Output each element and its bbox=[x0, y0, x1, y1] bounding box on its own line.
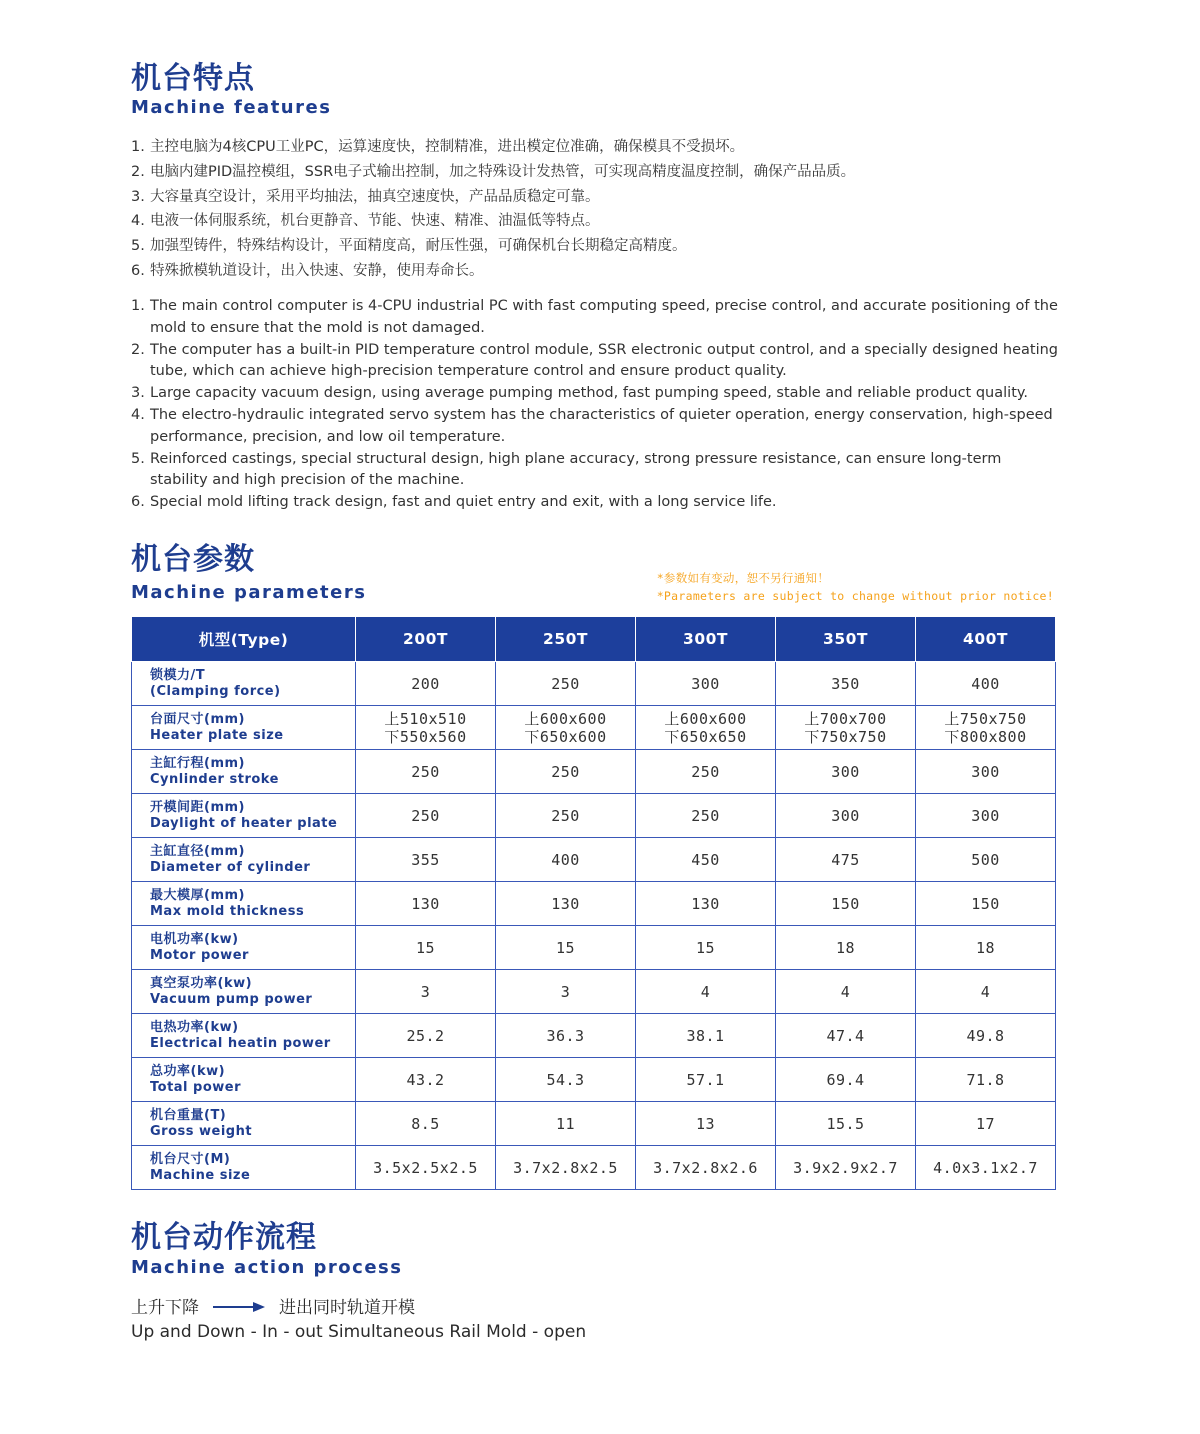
row-label bbox=[132, 1058, 356, 1102]
row-label-cn: 机台尺寸(M) bbox=[150, 1151, 231, 1167]
row-label bbox=[132, 970, 356, 1014]
row-label-cn: 台面尺寸(mm) bbox=[150, 711, 245, 727]
list-item-number: 2. bbox=[131, 341, 145, 358]
model-column-header: 200T bbox=[356, 617, 496, 662]
change-notice bbox=[657, 569, 1054, 605]
table-cell: 250 bbox=[636, 794, 776, 838]
row-label-en: Heater plate size bbox=[150, 727, 284, 743]
table-cell: 3.5x2.5x2.5 bbox=[356, 1146, 496, 1190]
table-cell: 450 bbox=[636, 838, 776, 882]
row-label-en: Total power bbox=[150, 1079, 242, 1095]
table-cell-line: 下650x600 bbox=[524, 727, 607, 746]
row-label-en: Electrical heatin power bbox=[150, 1035, 331, 1051]
parameters-table bbox=[131, 616, 1056, 1190]
table-cell: 25.2 bbox=[356, 1014, 496, 1058]
table-cell: 43.2 bbox=[356, 1058, 496, 1102]
list-item-text: 电脑内建PID温控模组，SSR电子式输出控制，加之特殊设计发热管，可实现高精度温度控制，确保产品品质。 bbox=[150, 163, 856, 180]
table-cell: 4.0x3.1x2.7 bbox=[916, 1146, 1056, 1190]
features-title-en: Machine features bbox=[131, 97, 332, 118]
table-cell: 200 bbox=[356, 662, 496, 706]
row-label-cn: 电热功率(kw) bbox=[150, 1019, 239, 1035]
row-label bbox=[132, 794, 356, 838]
row-label-en: Motor power bbox=[150, 947, 249, 963]
model-column-header: 250T bbox=[496, 617, 636, 662]
row-label-cn: 总功率(kw) bbox=[150, 1063, 226, 1079]
row-label bbox=[132, 1102, 356, 1146]
table-cell: 17 bbox=[916, 1102, 1056, 1146]
features-list-cn bbox=[131, 135, 855, 284]
table-cell-line: 下550x560 bbox=[384, 727, 467, 746]
table-cell: 18 bbox=[776, 926, 916, 970]
row-label-cn: 主缸行程(mm) bbox=[150, 755, 245, 771]
list-item-number: 2. bbox=[131, 163, 145, 180]
row-label-en: Diameter of cylinder bbox=[150, 859, 311, 875]
table-cell: 54.3 bbox=[496, 1058, 636, 1102]
table-cell: 13 bbox=[636, 1102, 776, 1146]
list-item-text: The main control computer is 4-CPU industrial PC with fast computing speed, precise control, and accurate positioning of the mold to ensure that the mold is not damaged. bbox=[150, 298, 1058, 336]
model-column-header: 350T bbox=[776, 617, 916, 662]
row-label-cn: 真空泵功率(kw) bbox=[150, 975, 253, 991]
table-cell: 3 bbox=[356, 970, 496, 1014]
table-cell-line: 下750x750 bbox=[804, 727, 887, 746]
table-cell: 130 bbox=[636, 882, 776, 926]
list-item bbox=[131, 185, 855, 210]
table-cell bbox=[496, 706, 636, 750]
table-cell-line: 上700x700 bbox=[804, 709, 887, 728]
notice-cn: *参数如有变动，恕不另行通知！ bbox=[656, 571, 830, 585]
row-label bbox=[132, 926, 356, 970]
table-cell: 475 bbox=[776, 838, 916, 882]
list-item-text: Large capacity vacuum design, using average pumping method, fast pumping speed, stable and reliable product quality. bbox=[150, 385, 1029, 402]
table-row bbox=[132, 926, 1056, 970]
list-item bbox=[131, 135, 855, 160]
list-item-text: 特殊掀模轨道设计，出入快速、安静，使用寿命长。 bbox=[150, 262, 484, 279]
table-cell: 71.8 bbox=[916, 1058, 1056, 1102]
list-item bbox=[131, 234, 855, 259]
process-step-to: 进出同时轨道开模 bbox=[279, 1298, 415, 1318]
row-label-cn: 机台重量(T) bbox=[150, 1107, 227, 1123]
list-item-number: 6. bbox=[131, 494, 145, 511]
table-cell: 355 bbox=[356, 838, 496, 882]
table-row bbox=[132, 838, 1056, 882]
table-cell-line: 上750x750 bbox=[944, 709, 1027, 728]
row-label-cn: 主缸直径(mm) bbox=[150, 843, 245, 859]
table-cell-line: 下800x800 bbox=[944, 727, 1027, 746]
list-item bbox=[131, 160, 855, 185]
table-cell: 250 bbox=[496, 662, 636, 706]
table-row bbox=[132, 794, 1056, 838]
list-item-number: 3. bbox=[131, 188, 145, 205]
table-cell: 3.7x2.8x2.5 bbox=[496, 1146, 636, 1190]
row-label-en: Gross weight bbox=[150, 1123, 253, 1139]
table-cell: 250 bbox=[496, 750, 636, 794]
row-label-en: (Clamping force) bbox=[150, 683, 281, 699]
table-cell: 15 bbox=[356, 926, 496, 970]
table-cell bbox=[636, 706, 776, 750]
model-column-header: 400T bbox=[916, 617, 1056, 662]
table-cell: 18 bbox=[916, 926, 1056, 970]
process-title-en: Machine action process bbox=[131, 1257, 403, 1278]
table-row bbox=[132, 1014, 1056, 1058]
table-cell: 15 bbox=[636, 926, 776, 970]
list-item-number: 3. bbox=[131, 385, 145, 402]
process-flow bbox=[131, 1293, 415, 1318]
features-title-cn: 机台特点 bbox=[131, 61, 255, 96]
list-item-number: 5. bbox=[131, 238, 145, 255]
row-label-en: Vacuum pump power bbox=[150, 991, 313, 1007]
table-cell: 15.5 bbox=[776, 1102, 916, 1146]
table-cell: 250 bbox=[356, 794, 496, 838]
table-cell: 250 bbox=[636, 750, 776, 794]
type-column-header: 机型(Type) bbox=[132, 617, 356, 662]
table-cell: 57.1 bbox=[636, 1058, 776, 1102]
table-cell: 250 bbox=[496, 794, 636, 838]
table-row bbox=[132, 1058, 1056, 1102]
table-cell: 400 bbox=[916, 662, 1056, 706]
process-title-cn: 机台动作流程 bbox=[131, 1220, 317, 1255]
table-cell: 150 bbox=[776, 882, 916, 926]
list-item bbox=[131, 405, 1061, 449]
list-item bbox=[131, 492, 1061, 514]
table-row bbox=[132, 1146, 1056, 1190]
list-item-text: The computer has a built-in PID temperature control module, SSR electronic output control, and a specially designed heating tube, which can achieve high-precision temperature control and ensure product quality. bbox=[150, 341, 1059, 380]
process-step-from: 上升下降 bbox=[131, 1298, 199, 1318]
table-cell: 69.4 bbox=[776, 1058, 916, 1102]
table-cell-line: 下650x650 bbox=[664, 727, 747, 746]
row-label bbox=[132, 838, 356, 882]
table-cell-line: 上600x600 bbox=[524, 709, 607, 728]
list-item-text: 电液一体伺服系统，机台更静音、节能、快速、精准、油温低等特点。 bbox=[150, 213, 600, 230]
table-body bbox=[132, 662, 1056, 1190]
table-cell: 38.1 bbox=[636, 1014, 776, 1058]
parameters-title-cn: 机台参数 bbox=[131, 542, 255, 577]
table-cell: 8.5 bbox=[356, 1102, 496, 1146]
list-item-number: 4. bbox=[131, 406, 145, 423]
row-label bbox=[132, 1014, 356, 1058]
row-label-cn: 最大模厚(mm) bbox=[150, 887, 245, 903]
table-row bbox=[132, 1102, 1056, 1146]
table-cell: 15 bbox=[496, 926, 636, 970]
features-list-en bbox=[131, 296, 1061, 514]
table-cell: 36.3 bbox=[496, 1014, 636, 1058]
table-cell: 4 bbox=[916, 970, 1056, 1014]
row-label bbox=[132, 662, 356, 706]
table-cell: 300 bbox=[916, 794, 1056, 838]
row-label-en: Cynlinder stroke bbox=[150, 771, 279, 787]
row-label bbox=[132, 750, 356, 794]
right-arrow-icon bbox=[213, 1299, 265, 1313]
table-row bbox=[132, 882, 1056, 926]
row-label-cn: 锁模力/T bbox=[150, 667, 206, 683]
table-row bbox=[132, 970, 1056, 1014]
row-label bbox=[132, 706, 356, 750]
table-cell bbox=[916, 706, 1056, 750]
table-cell: 400 bbox=[496, 838, 636, 882]
table-cell: 3 bbox=[496, 970, 636, 1014]
row-label bbox=[132, 1146, 356, 1190]
table-cell-line: 上510x510 bbox=[384, 709, 467, 728]
table-cell: 300 bbox=[776, 750, 916, 794]
table-cell: 47.4 bbox=[776, 1014, 916, 1058]
table-cell: 11 bbox=[496, 1102, 636, 1146]
list-item-number: 5. bbox=[131, 450, 145, 467]
row-label-cn: 电机功率(kw) bbox=[150, 931, 239, 947]
list-item-text: The electro-hydraulic integrated servo system has the characteristics of quieter operation, energy conservation, high-speed performance, precision, and low oil temperature. bbox=[150, 406, 1053, 445]
table-cell: 130 bbox=[496, 882, 636, 926]
process-text-en: Up and Down - In - out Simultaneous Rail Mold - open bbox=[131, 1322, 587, 1342]
model-column-header: 300T bbox=[636, 617, 776, 662]
list-item-number: 1. bbox=[131, 298, 145, 314]
list-item bbox=[131, 296, 1061, 340]
table-cell: 3.9x2.9x2.7 bbox=[776, 1146, 916, 1190]
row-label-en: Max mold thickness bbox=[150, 903, 305, 919]
table-row bbox=[132, 662, 1056, 706]
table-row bbox=[132, 706, 1056, 750]
row-label bbox=[132, 882, 356, 926]
list-item bbox=[131, 259, 855, 284]
list-item-text: 主控电脑为4核CPU工业PC，运算速度快，控制精准，进出模定位准确，确保模具不受损坏。 bbox=[150, 139, 745, 155]
list-item-number: 4. bbox=[131, 213, 145, 230]
list-item bbox=[131, 449, 1061, 493]
parameters-title-en: Machine parameters bbox=[131, 582, 367, 603]
list-item bbox=[131, 340, 1061, 384]
list-item-text: 加强型铸件，特殊结构设计，平面精度高，耐压性强，可确保机台长期稳定高精度。 bbox=[150, 238, 687, 255]
table-cell: 300 bbox=[776, 794, 916, 838]
list-item-text: Reinforced castings, special structural design, high plane accuracy, strong pressure resistance, can ensure long-term stability and high precision of the machine. bbox=[150, 450, 1002, 489]
table-cell: 130 bbox=[356, 882, 496, 926]
row-label-en: Daylight of heater plate bbox=[150, 815, 338, 831]
list-item-text: Special mold lifting track design, fast and quiet entry and exit, with a long service life. bbox=[150, 494, 777, 511]
table-row bbox=[132, 750, 1056, 794]
table-cell: 500 bbox=[916, 838, 1056, 882]
table-cell: 250 bbox=[356, 750, 496, 794]
list-item-number: 1. bbox=[131, 139, 145, 155]
list-item-text: 大容量真空设计，采用平均抽法，抽真空速度快，产品品质稳定可靠。 bbox=[150, 188, 600, 205]
table-cell: 49.8 bbox=[916, 1014, 1056, 1058]
table-cell: 4 bbox=[636, 970, 776, 1014]
table-cell: 350 bbox=[776, 662, 916, 706]
list-item bbox=[131, 383, 1061, 405]
list-item-number: 6. bbox=[131, 262, 145, 279]
table-cell bbox=[356, 706, 496, 750]
table-cell: 4 bbox=[776, 970, 916, 1014]
list-item bbox=[131, 209, 855, 234]
table-cell: 300 bbox=[916, 750, 1056, 794]
row-label-en: Machine size bbox=[150, 1167, 251, 1183]
table-cell: 3.7x2.8x2.6 bbox=[636, 1146, 776, 1190]
table-cell: 150 bbox=[916, 882, 1056, 926]
row-label-cn: 开模间距(mm) bbox=[150, 799, 245, 815]
table-cell: 300 bbox=[636, 662, 776, 706]
table-header-row bbox=[132, 617, 1056, 662]
table-cell bbox=[776, 706, 916, 750]
table-cell-line: 上600x600 bbox=[664, 709, 747, 728]
notice-en: *Parameters are subject to change without prior notice! bbox=[656, 589, 1054, 603]
